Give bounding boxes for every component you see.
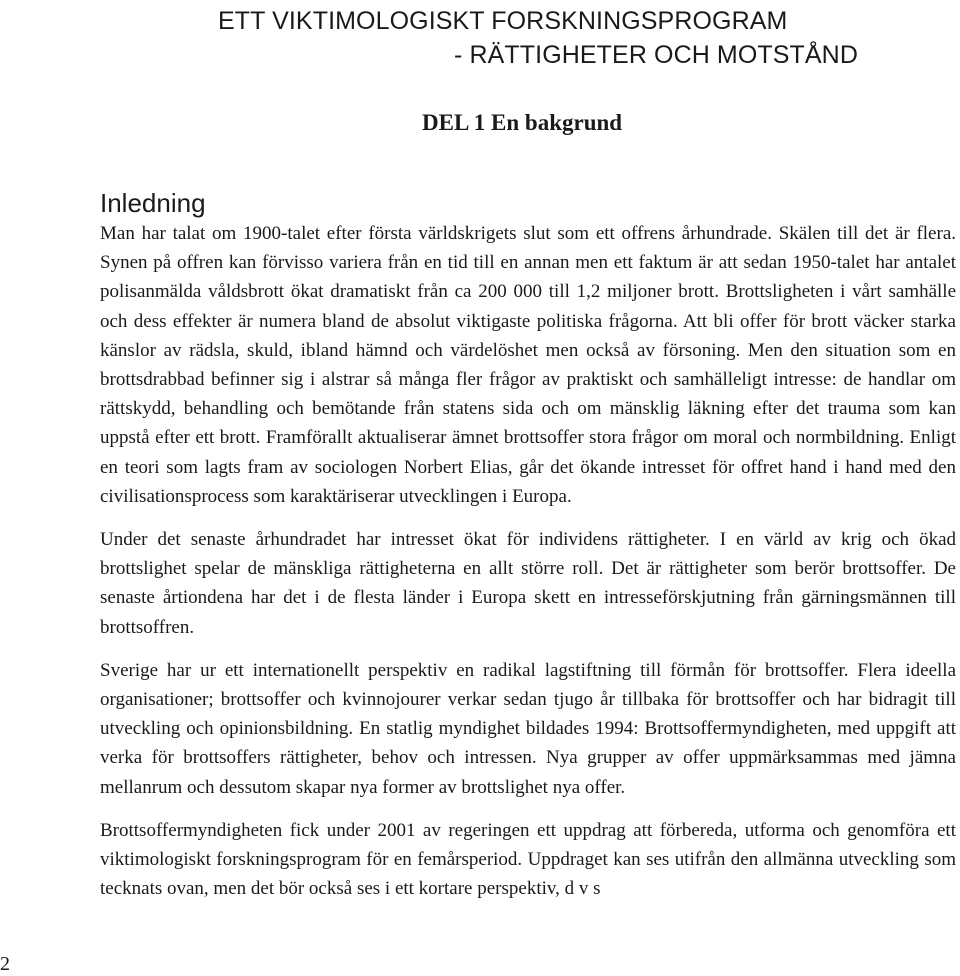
main-content	[100, 187, 956, 917]
part-heading: DEL 1 En bakgrund	[422, 110, 623, 135]
title-line-2: - RÄTTIGHETER OCH MOTSTÅND	[454, 41, 858, 69]
paragraph-1: Man har talat om 1900-talet efter första världskrigets slut som ett offrens århundrade. Skälen till det är flera. Synen på offren kan förvisso variera från en tid till en annan men ett faktum är att sedan 1950-talet har antalet polisanmälda våldsbrott ökat dramatiskt från ca 200 000 till 1,2 miljoner brott. Brottsligheten i vårt samhälle och dess effekter är numera bland de absolut viktigaste politiska frågorna. Att bli offer för brott väcker starka känslor av rädsla, skuld, ibland hämnd och värdelöshet men också av försoning. Men den situation som en brottsdrabbad befinner sig i alstrar så många fler frågor av praktiskt och samhälleligt intresse: de handlar om rättskydd, behandling och bemötande från statens sida och om mänsklig läkning efter det trauma som kan uppstå efter ett brott. Framförallt aktualiserar ämnet brottsoffer stora frågor om moral och normbildning. Enligt en teori som lagts fram av sociologen Norbert Elias, går det ökande intresset för offret hand i hand med den civilisationsprocess som karaktäriserar utvecklingen i Europa.	[100, 223, 956, 507]
section-heading: Inledning	[100, 188, 206, 218]
document-title	[218, 4, 858, 72]
paragraph-4: Brottsoffermyndigheten fick under 2001 av regeringen ett uppdrag att förbereda, utforma och genomföra ett viktimologiskt forskningsprogram för en femårsperiod. Uppdraget kan ses utifrån den allmänna utveckling som tecknats ovan, men det bör också ses i ett kortare perspektiv, d v s	[100, 819, 956, 900]
paragraph-3: Sverige har ur ett internationellt perspektiv en radikal lagstiftning till förmån för brottsoffer. Flera ideella organisationer; brottsoffer och kvinnojourer verkar sedan tjugo år tillbaka för brottsoffer och har bidragit till utveckling och opinionsbildning. En statlig myndighet bildades 1994: Brottsoffermyndigheten, med uppgift att verka för brottsoffers rättigheter, behov och intressen. Nya grupper av offer uppmärksammas med jämna mellanrum och dessutom skapar nya former av brottslighet nya offer.	[100, 659, 956, 798]
paragraph-2: Under det senaste århundradet har intresset ökat för individens rättigheter. I en värld av krig och ökad brottslighet spelar de mänskliga rättigheterna en allt större roll. Det är rättigheter som berör brottsoffer. De senaste årtiondena har det i de flesta länder i Europa skett en intresseförskjutning från gärningsmännen till brottsoffren.	[100, 529, 956, 638]
title-line-1: ETT VIKTIMOLOGISKT FORSKNINGSPROGRAM	[218, 7, 788, 35]
page-number: 2	[0, 953, 10, 975]
